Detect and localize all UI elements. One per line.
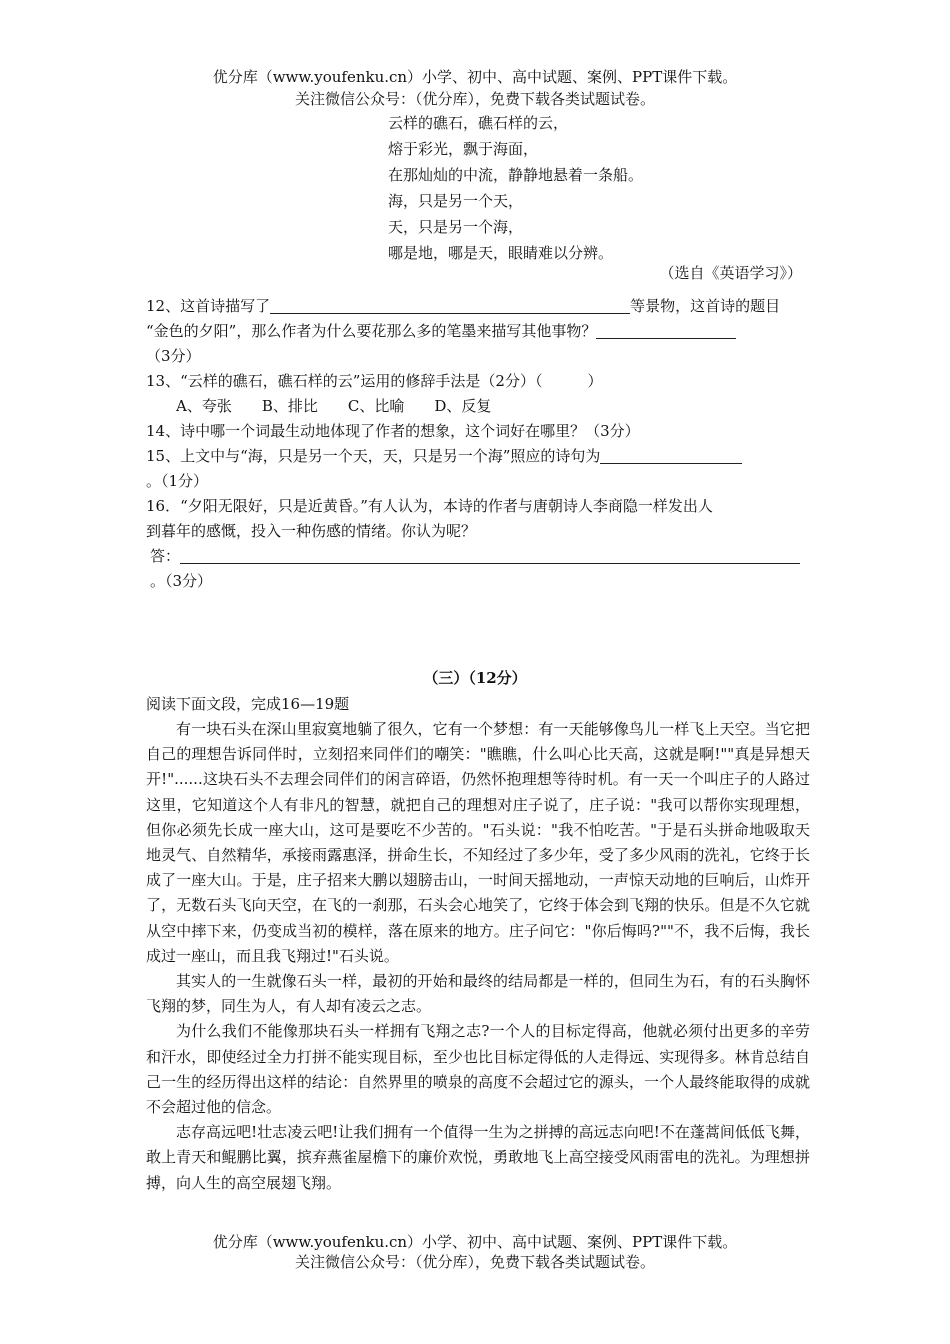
section-3-title: （三）（12分） [423,669,527,687]
question-15-score: 。（1分） [146,472,209,490]
question-15-line-1 [146,444,742,468]
poem [388,110,643,266]
poem-line: 天，只是另一个海， [388,218,524,236]
answer-blank-15[interactable] [600,447,742,464]
poem-source: （选自《英语学习》） [659,264,802,282]
passage-paragraph: 其实人的一生就像石头一样，最初的开始和最终的结局都是一样的，但同生为石，有的石头胸怀飞翔的梦，同生为人，有人却有凌云之志。 [146,972,810,1016]
question-16-line-1: 16．“夕阳无限好，只是近黄昏。”有人认为，本诗的作者与唐朝诗人李商隐一样发出人 [146,497,713,515]
poem-line: 哪是地，哪是天，眼睛难以分辨。 [388,244,614,262]
poem-line: 云样的礁石，礁石样的云， [388,114,569,132]
poem-line: 海，只是另一个天， [388,192,524,210]
answer-blank-12b[interactable] [596,322,736,339]
question-13: 13、“云样的礁石，礁石样的云”运用的修辞手法是（2分）（ ） [146,372,603,390]
answer-label: 答： [150,547,181,565]
passage-paragraph: 有一块石头在深山里寂寞地躺了很久，它有一个梦想：有一天能够像鸟儿一样飞上天空。当它把自己的理想告诉同伴时，立刻招来同伴们的嘲笑："瞧瞧，什么叫心比天高，这就是啊!""真是异想天开!"......这块石头不去理会同伴们的闲言碎语，仍然怀抱理想等待时机。有一天一个叫庄子的人路过这里，它知道这个人有非凡的智慧，就把自己的理想对庄子说了，庄子说："我可以帮你实现理想，但你必须先长成一座大山，这可是要吃不少苦的。"石头说："我不怕吃苦。"于是石头拼命地吸取天地灵气、自然精华，承接雨露惠泽，拼命生长，不知经过了多少年，受了多少风雨的洗礼，它终于长成了一座大山。于是，庄子招来大鹏以翅膀击山，一时间天摇地动，一声惊天动地的巨响后，山炸开了，无数石头飞向天空，在飞的一刹那，石头会心地笑了，它终于体会到飞翔的快乐。但是不久它就从空中摔下来，仍变成当初的模样，落在原来的地方。庄子问它："你后悔吗?""不，我不后悔，我长成过一座山，而且我飞翔过!"石头说。 [146,720,810,965]
header-line-1: 优分库（www.youfenku.cn）小学、初中、高中试题、案例、PPT课件下载。 [212,68,738,86]
question-16-line-2: 到暮年的感慨，投入一种伤感的情绪。你认为呢？ [146,522,477,540]
question-13-options: A、夸张 B、排比 C、比喻 D、反复 [176,397,492,415]
question-12-text-2: 等景物，这首诗的题目 [630,297,781,315]
question-16-answer-line [150,544,800,568]
question-15-text: 15、上文中与“海，只是另一个天，天，只是另一个海”照应的诗句为 [146,447,601,465]
footer-line-2: 关注微信公众号：（优分库），免费下载各类试题试卷。 [294,1253,655,1271]
question-12-text-3: “金色的夕阳”，那么作者为什么要花那么多的笔墨来描写其他事物？ [146,322,597,340]
question-12-line-2 [146,319,736,343]
footer-line-1: 优分库（www.youfenku.cn）小学、初中、高中试题、案例、PPT课件下载。 [212,1233,738,1251]
answer-blank-12a[interactable] [270,297,630,314]
poem-line: 熔于彩光，飘于海面， [388,140,539,158]
question-16-score: 。（3分） [150,572,213,590]
question-12-line-1 [146,294,780,318]
passage-paragraph: 为什么我们不能像那块石头一样拥有飞翔之志?一个人的目标定得高，他就必须付出更多的辛劳和汗水，即使经过全力打拼不能实现目标，至少也比目标定得低的人走得远、实现得多。林肯总结自己一生的经历得出这样的结论：自然界里的喷泉的高度不会超过它的源头，一个人最终能取得的成就不会超过他的信念。 [146,1022,810,1117]
reading-passage [146,717,810,1196]
question-12-score: （3分） [146,347,201,365]
question-12-text: 12、这首诗描写了 [146,297,271,315]
answer-blank-16[interactable] [180,547,800,564]
poem-line: 在那灿灿的中流，静静地悬着一条船。 [388,166,644,184]
question-14: 14、诗中哪一个词最生动地体现了作者的想象，这个词好在哪里？（3分） [146,422,640,440]
section-3-intro: 阅读下面文段，完成16—19题 [146,695,350,713]
passage-paragraph: 志存高远吧!壮志凌云吧!让我们拥有一个值得一生为之拼搏的高远志向吧!不在蓬蒿间低低飞舞，敢上青天和鲲鹏比翼，摈弃燕雀屋檐下的廉价欢悦，勇敢地飞上高空接受风雨雷电的洗礼。为理想拼搏，向人生的高空展翅飞翔。 [146,1123,810,1192]
header-line-2: 关注微信公众号：（优分库），免费下载各类试题试卷。 [294,90,655,108]
